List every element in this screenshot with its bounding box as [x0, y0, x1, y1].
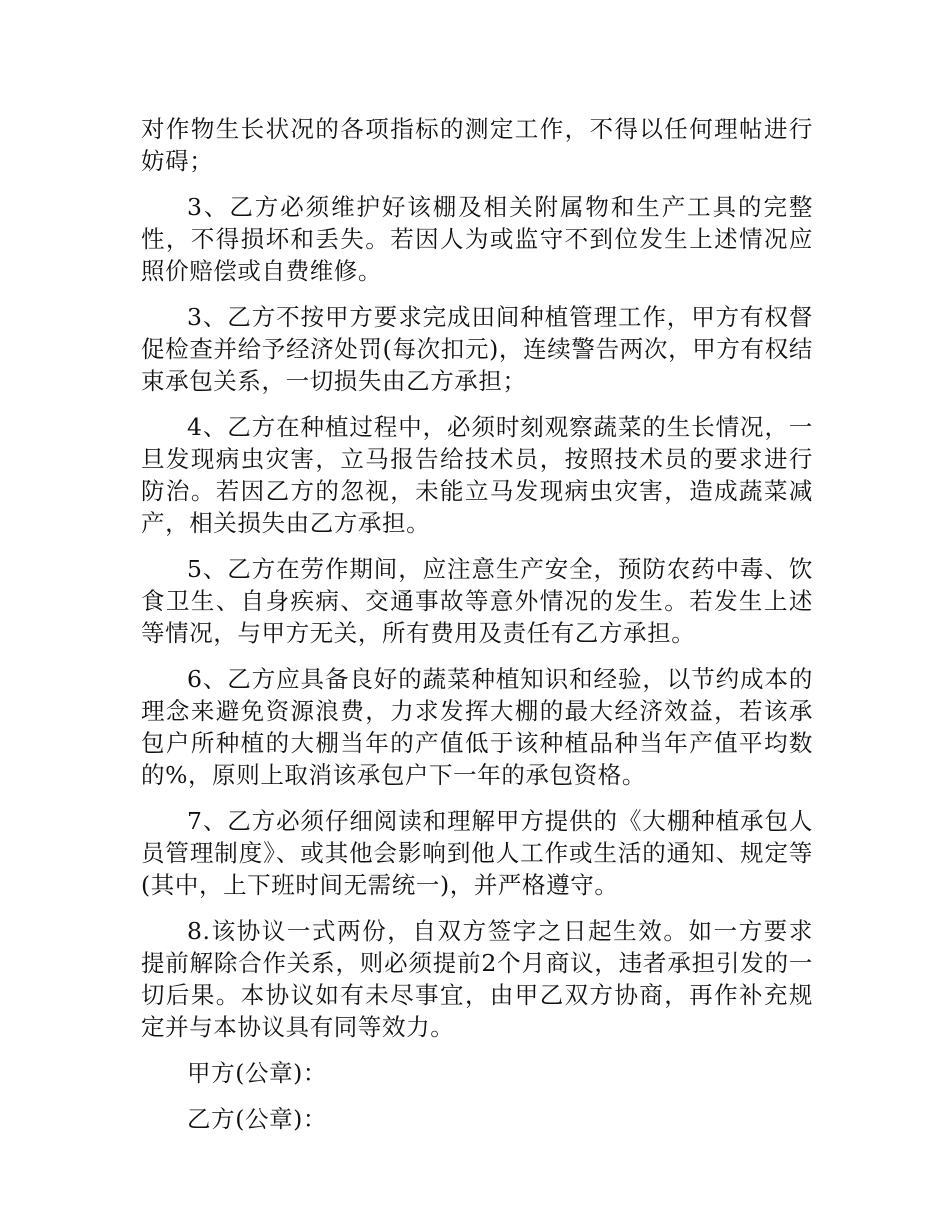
clause-3-management: 3、乙方不按甲方要求完成田间种植管理工作，甲方有权督促检查并给予经济处罚(每次扣元)，连续警告两次，甲方有权结束承包关系，一切损失由乙方承担； — [141, 303, 813, 395]
clause-8-effectiveness: 8.该协议一式两份，自双方签字之日起生效。如一方要求提前解除合作关系，则必须提前2个月商议，违者承担引发的一切后果。本协议如有未尽事宜，由甲乙双方协商，再作补充规定并与本协议具有同等效力。 — [141, 917, 813, 1041]
paragraph-continuation: 对作物生长状况的各项指标的测定工作，不得以任何理帖进行妨碍； — [141, 115, 813, 175]
clause-5-safety: 5、乙方在劳作期间，应注意生产安全，预防农药中毒、饮食卫生、自身疾病、交通事故等意外情况的发生。若发生上述等情况，与甲方无关，所有费用及责任有乙方承担。 — [141, 555, 813, 647]
document-body — [141, 113, 813, 1149]
clause-6-qualification: 6、乙方应具备良好的蔬菜种植知识和经验，以节约成本的理念来避免资源浪费，力求发挥大棚的最大经济效益，若该承包户所种植的大棚当年的产值低于该种植品种当年产值平均数的%，原则上取消该承包户下一年的承包资格。 — [141, 665, 813, 789]
clause-4-pest-control: 4、乙方在种植过程中，必须时刻观察蔬菜的生长情况，一旦发现病虫灾害，立马报告给技术员，按照技术员的要求进行防治。若因乙方的忽视，未能立马发现病虫灾害，造成蔬菜减产，相关损失由乙方承担。 — [141, 413, 813, 537]
clause-3-maintenance: 3、乙方必须维护好该棚及相关附属物和生产工具的完整性，不得损坏和丢失。若因人为或监守不到位发生上述情况应照价赔偿或自费维修。 — [141, 193, 813, 285]
party-a-seal-line: 甲方(公章)： — [187, 1059, 328, 1087]
clause-7-regulations: 7、乙方必须仔细阅读和理解甲方提供的《大棚种植承包人员管理制度》、或其他会影响到他人工作或生活的通知、规定等(其中，上下班时间无需统一)，并严格遵守。 — [141, 807, 813, 899]
party-b-seal-line: 乙方(公章)： — [187, 1105, 328, 1133]
